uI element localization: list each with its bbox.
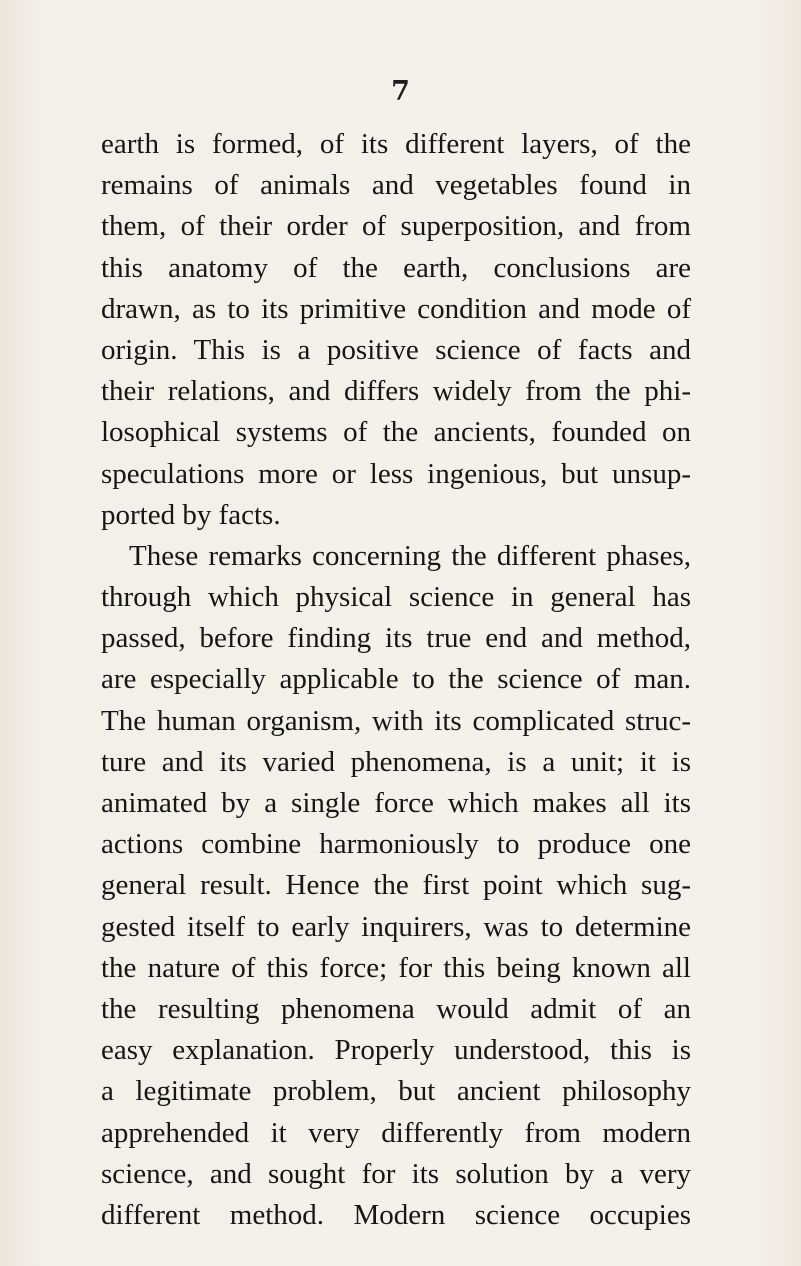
- text-line: the resulting phenomena would admit of an: [101, 992, 691, 1025]
- text-line: remains of animals and vegetables found in: [101, 169, 691, 202]
- text-line: general result. Hence the first point which sug-: [101, 869, 691, 902]
- text-line: science, and sought for its solution by a very: [101, 1157, 691, 1190]
- text-line: losophical systems of the ancients, founded on: [101, 416, 691, 449]
- text-line: earth is formed, of its different layers, of the: [101, 128, 691, 160]
- paragraph-end-line: ported by facts.: [101, 498, 281, 531]
- text-line: the nature of this force; for this being known all: [101, 951, 691, 984]
- text-line: ture and its varied phenomena, is a unit; it is: [101, 745, 691, 778]
- page-number: 7: [391, 76, 410, 107]
- text-line: actions combine harmoniously to produce one: [101, 828, 691, 861]
- text-line: drawn, as to its primitive condition and mode of: [101, 292, 691, 325]
- text-line: animated by a single force which makes all its: [101, 787, 691, 819]
- text-line: easy explanation. Properly understood, this is: [101, 1034, 691, 1067]
- text-line: this anatomy of the earth, conclusions are: [101, 251, 691, 284]
- text-line: through which physical science in general has: [101, 581, 691, 614]
- text-line: their relations, and differs widely from the phi-: [101, 375, 691, 408]
- text-line: are especially applicable to the science of man.: [101, 663, 691, 696]
- text-line: speculations more or less ingenious, but unsup-: [101, 457, 691, 490]
- body-text: [101, 124, 691, 1236]
- text-line: a legitimate problem, but ancient philosophy: [101, 1075, 691, 1108]
- text-line: gested itself to early inquirers, was to determine: [101, 910, 691, 943]
- text-line: passed, before finding its true end and method,: [101, 622, 691, 655]
- text-line: The human organism, with its complicated struc-: [101, 704, 691, 737]
- paragraph-start-line: These remarks concerning the different phases,: [129, 539, 691, 572]
- text-line: them, of their order of superposition, and from: [101, 210, 691, 243]
- text-line: origin. This is a positive science of facts and: [101, 333, 691, 366]
- text-line: different method. Modern science occupies: [101, 1198, 691, 1231]
- text-line: apprehended it very differently from modern: [101, 1116, 691, 1149]
